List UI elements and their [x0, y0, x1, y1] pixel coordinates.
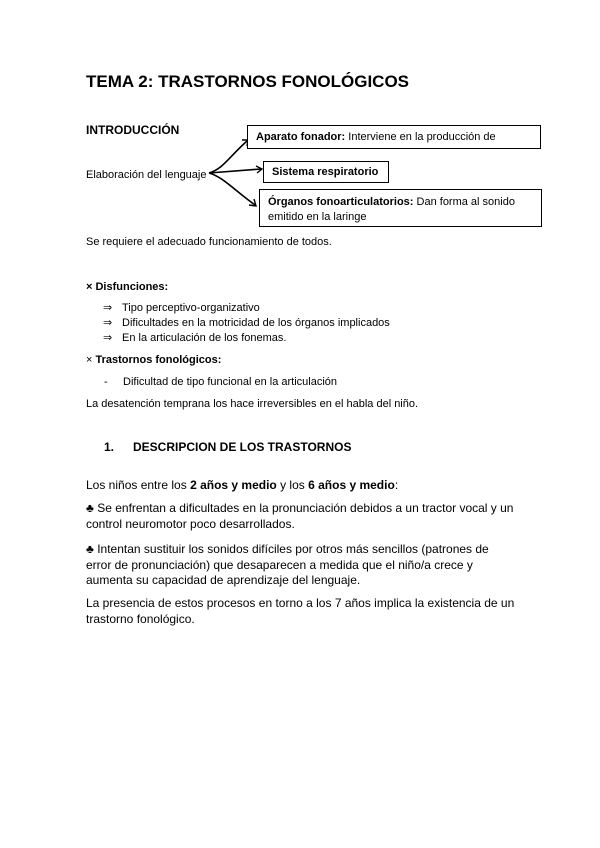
- paragraph-presencia: La presencia de estos procesos en torno a los 7 años implica la existencia de un trastorno fonológico.: [86, 596, 515, 626]
- list-item: [103, 316, 390, 329]
- box-sistema-bold: Sistema respiratorio: [272, 166, 379, 178]
- dash-icon: -: [104, 376, 108, 388]
- page-title: TEMA 2: TRASTORNOS FONOLÓGICOS: [86, 72, 410, 91]
- paragraph-text: Intentan sustituir los sonidos difíciles por otros más sencillos (patrones de error de pronunciación) que desaparecen a medida que el niño/a crece y aumenta su capacidad de aprendizaje del lenguaje.: [86, 542, 489, 587]
- disfunciones-heading: × Disfunciones:: [86, 281, 169, 293]
- list-item-text: Tipo perceptivo-organizativo: [122, 302, 260, 314]
- box-organos: [259, 189, 542, 227]
- trastornos-heading-text: Trastornos fonológicos:: [95, 354, 222, 366]
- arrow-icon: ⇒: [103, 302, 113, 314]
- text-run-bold: 2 años y medio: [190, 478, 277, 492]
- paragraph-dificultades: [86, 501, 516, 532]
- text-run: :: [394, 478, 399, 492]
- paragraph-sustituir: [86, 542, 516, 589]
- requirement-text: Se requiere el adecuado funcionamiento de todos.: [86, 236, 332, 248]
- brace-curve-bottom: [209, 173, 255, 205]
- club-icon: ♣: [86, 542, 94, 556]
- box-aparato-text: Interviene en la producción de: [345, 131, 496, 143]
- box-sistema-respiratorio: [263, 161, 389, 183]
- intro-heading: INTRODUCCIÓN: [86, 123, 180, 137]
- desatencion-note: La desatención temprana los hace irreversibles en el habla del niño.: [86, 398, 419, 410]
- section-number: 1.: [104, 440, 115, 454]
- text-run-bold: 6 años y medio: [308, 478, 395, 492]
- section-heading: [104, 440, 351, 454]
- section-heading-text: DESCRIPCION DE LOS TRASTORNOS: [133, 440, 352, 454]
- list-item-text: En la articulación de los fonemas.: [122, 332, 287, 344]
- box-organos-text: Dan forma al sonido emitido en la laringe: [268, 196, 515, 223]
- trastornos-heading: [86, 354, 221, 366]
- text-run: y los: [276, 478, 309, 492]
- paragraph-edades: [86, 478, 516, 494]
- list-item: [103, 301, 260, 314]
- list-item: [104, 376, 337, 388]
- arrow-icon: ⇒: [103, 317, 113, 329]
- list-item-text: Dificultades en la motricidad de los órganos implicados: [122, 317, 390, 329]
- box-aparato-fonador: [247, 125, 541, 149]
- cross-icon: ×: [86, 354, 96, 366]
- brace-curve-top: [209, 141, 247, 173]
- club-icon: ♣: [86, 501, 94, 515]
- list-item: [103, 331, 286, 344]
- text-run: Los niños entre los: [86, 478, 191, 492]
- paragraph-text: Se enfrentan a dificultades en la pronunciación debidos a un tractor vocal y un control neuromotor poco desarrollados.: [86, 501, 514, 531]
- arrow-icon: ⇒: [103, 332, 113, 344]
- elaboracion-label: Elaboración del lenguaje: [86, 169, 207, 181]
- box-organos-bold: Órganos fonoarticulatorios:: [268, 196, 414, 208]
- box-aparato-bold: Aparato fonador:: [256, 131, 346, 143]
- list-item-text: Dificultad de tipo funcional en la articulación: [123, 376, 338, 388]
